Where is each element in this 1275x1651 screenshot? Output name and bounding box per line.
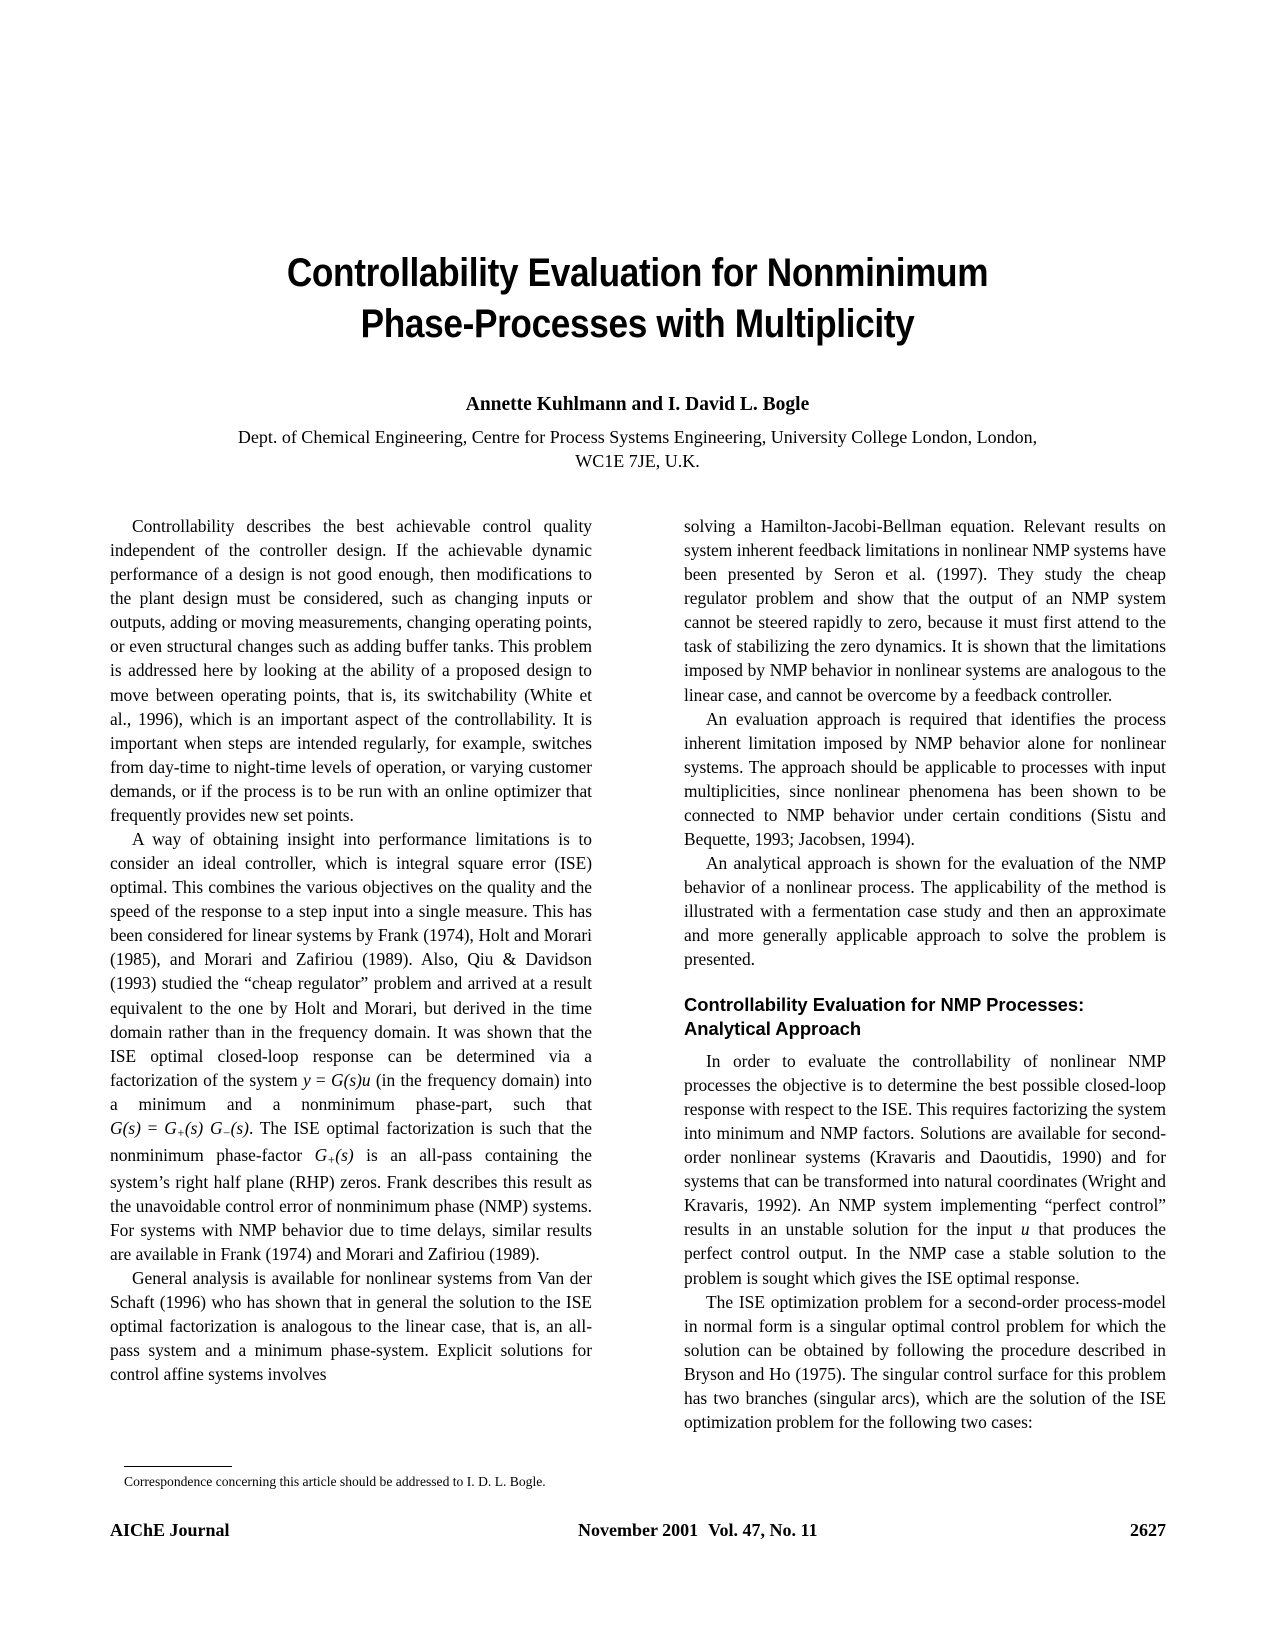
affiliation (110, 425, 1165, 474)
right-column (684, 514, 1166, 1434)
math-variable-u: u (1020, 1219, 1030, 1240)
affiliation-line-2: WC1E 7JE, U.K. (575, 451, 700, 472)
section-heading-line-1: Controllability Evaluation for NMP Processes: (684, 994, 1085, 1016)
paragraph: The ISE optimization problem for a second-order process-model in normal form is a singular optimal control problem for which the solution can be obtained by following the procedure described in Bryson and Ho (1975). The singular control surface for this problem has two branches (singular arcs), which are the solution of the ISE optimization problem for the following two cases: (684, 1291, 1166, 1433)
paragraph: An evaluation approach is required that identifies the process inherent limitation imposed by NMP behavior alone for nonlinear systems. The approach should be applicable to processes with input multiplicities, since nonlinear phenomena has been shown to be connected to NMP behavior under certain conditions (Sistu and Bequette, 1993; Jacobsen, 1994). (684, 708, 1166, 850)
section-heading (684, 993, 1166, 1039)
paragraph: An analytical approach is shown for the evaluation of the NMP behavior of a nonlinear process. The applicability of the method is illustrated with a fermentation case study and then an approximate and more generally applicable approach to solve the problem is presented. (684, 853, 1166, 970)
footnote-area (110, 1466, 592, 1491)
paragraph (110, 827, 592, 1266)
paragraph-text: . The ISE optimal factorization is such that the nonminimum phase-factor (110, 1117, 592, 1165)
footer-issue-volume: Vol. 47, No. 11 (708, 1520, 818, 1540)
paragraph: solving a Hamilton-Jacobi-Bellman equation. Relevant results on system inherent feedback limitations in nonlinear NMP systems have been presented by Seron et al. (1997). They study the cheap regulator problem and show that the output of an NMP system cannot be steered rapidly to zero, because it must first attend to the task of stabilizing the zero dynamics. It is shown that the limitations imposed by NMP behavior in nonlinear systems are analogous to the linear case, and cannot be overcome by a feedback controller. (684, 516, 1166, 705)
paragraph-text: (in the frequency domain) into a minimum and a nonminimum phase-part, such that (110, 1069, 592, 1114)
footer-issue-info (230, 1520, 1130, 1541)
footer-issue-date: November 2001 (578, 1520, 699, 1540)
paragraph-text: is an all-pass containing the system’s right half plane (RHP) zeros. Frank describes this result as the unavoidable control error of nonminimum phase (NMP) systems. For systems with NMP behavior due to time delays, similar results are available in Frank (1974) and Morari and Zafiriou (1989). (110, 1144, 592, 1264)
math-expression-gplus: $G_+(s)$ (314, 1144, 354, 1168)
page-title-line-1: Controllability Evaluation for Nonminimum (286, 251, 989, 295)
footer-page-number: 2627 (1130, 1520, 1166, 1540)
paragraph-text: that produces the perfect control output. In the NMP case a stable solution to the problem is sought which gives the ISE optimal response. (684, 1219, 1166, 1288)
body-columns (110, 514, 1166, 1484)
title-block (110, 248, 1165, 474)
page-title (173, 248, 1101, 350)
page-footer (110, 1520, 1166, 1541)
footer-journal-name: AIChE Journal (110, 1520, 230, 1540)
math-expression-gs-u: y = G(s)u (302, 1069, 371, 1090)
affiliation-line-1: Dept. of Chemical Engineering, Centre for Process Systems Engineering, University College London, London, (237, 426, 1038, 447)
paragraph-text: A way of obtaining insight into performance limitations is to consider an ideal controller, which is integral square error (ISE) optimal. This combines the various objectives on the quality and the speed of the response to a step input into a single measure. This has been considered for linear systems by Frank (1974), Holt and Morari (1985), and Morari and Zafiriou (1989). Also, Qiu & Davidson (1993) studied the “cheap regulator” problem and arrived at a result equivalent to the one by Holt and Morari, but derived in the time domain rather than in the frequency domain. It was shown that the ISE optimal closed-loop response can be determined via a factorization of the system (110, 829, 592, 1090)
correspondence-note: Correspondence concerning this article should be addressed to I. D. L. Bogle. (124, 1474, 546, 1489)
paragraph-text: In order to evaluate the controllability of nonlinear NMP processes the objective is to determine the best possible closed-loop response with respect to the ISE. This requires factorizing the system into minimum and NMP factors. Solutions are available for second-order nonlinear systems (Kravaris and Daoutidis, 1990) and for systems that can be transformed into natural coordinates (Wright and Kravaris, 1992). An NMP system implementing “perfect control” results in an unstable solution for the input (684, 1050, 1166, 1240)
paragraph (684, 1049, 1166, 1290)
math-expression-factorization: $G(s) = G_+(s)$ $G_-(s)$ (110, 1117, 249, 1141)
footnote-divider (124, 1466, 232, 1467)
paragraph: General analysis is available for nonlinear systems from Van der Schaft (1996) who has shown that in general the solution to the ISE optimal factorization is analogous to the linear case, that is, an all-pass system and a minimum phase-system. Explicit solutions for control affine systems involves (110, 1267, 592, 1385)
author-list: Annette Kuhlmann and I. David L. Bogle (465, 393, 810, 415)
page-title-line-2: Phase-Processes with Multiplicity (360, 301, 915, 346)
section-heading-line-2: Analytical Approach (684, 1017, 862, 1039)
left-column (110, 514, 592, 1386)
paragraph: Controllability describes the best achievable control quality independent of the controller design. If the achievable dynamic performance of a design is not good enough, then modifications to the plant design must be considered, such as changing inputs or outputs, adding or moving measurements, changing operating points, or even structural changes such as adding buffer tanks. This problem is addressed here by looking at the ability of a proposed design to move between operating points, that is, its switchability (White et al., 1996), which is an important aspect of the controllability. It is important when steps are intended regularly, for example, switches from day-time to night-time levels of operation, or varying customer demands, or if the process is to be run with an online optimizer that frequently provides new set points. (110, 516, 592, 825)
